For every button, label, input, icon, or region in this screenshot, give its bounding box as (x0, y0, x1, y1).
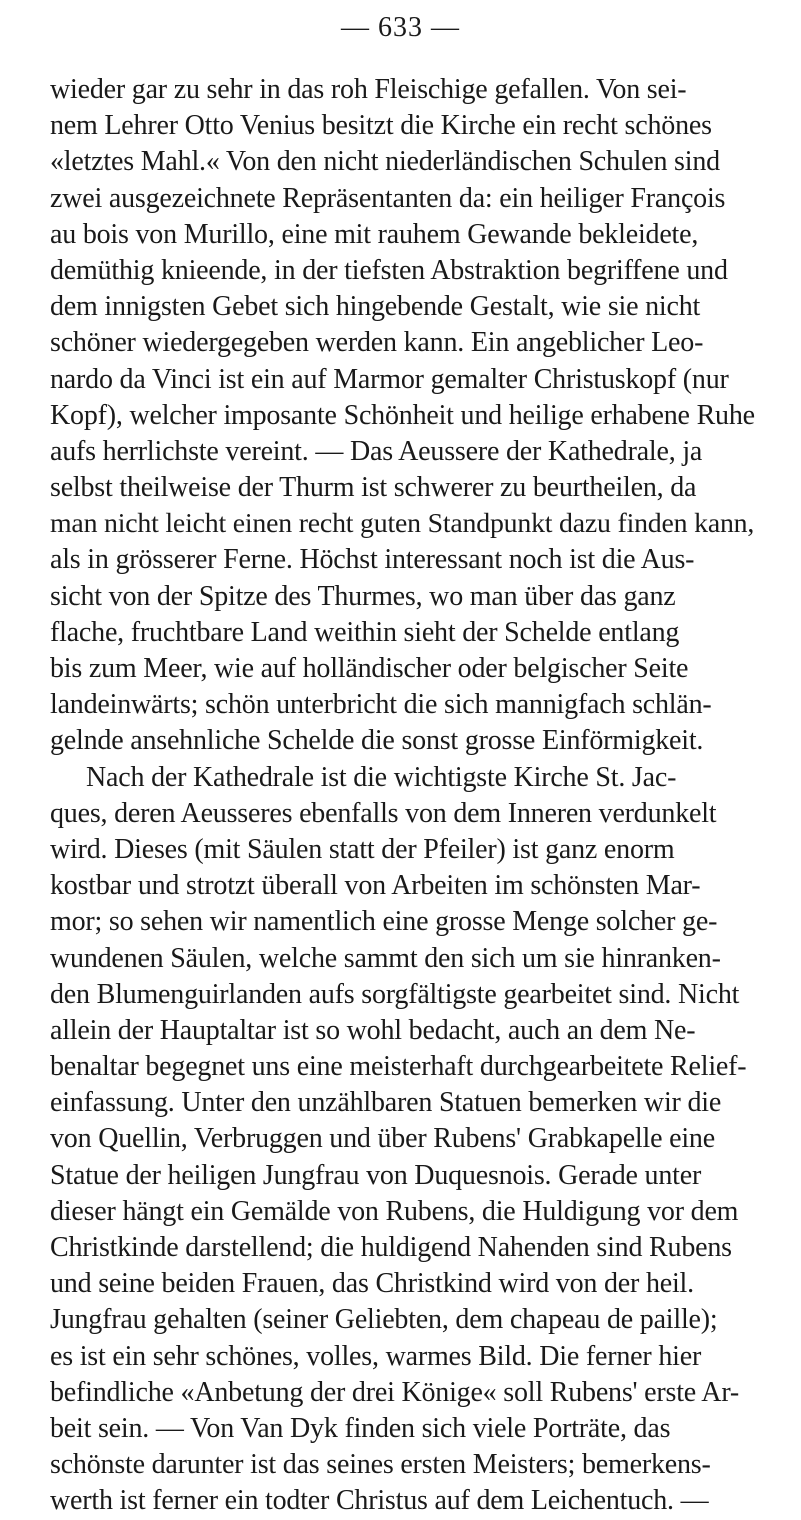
text-line: landeinwärts; schön unterbricht die sich mannigfach schlän- (50, 689, 712, 721)
text-line: beit sein. — Von Van Dyk finden sich viele Porträte, das (50, 1412, 671, 1444)
text-line: kostbar und strotzt überall von Arbeiten im schönsten Mar- (50, 870, 701, 902)
text-line: mor; so sehen wir namentlich eine grosse Menge solcher ge- (50, 906, 718, 938)
text-line: nem Lehrer Otto Venius besitzt die Kirche ein recht schönes (50, 110, 712, 142)
text-line: und seine beiden Frauen, das Christkind wird von der heil. (50, 1268, 694, 1300)
page-number: — 633 — (341, 12, 460, 43)
text-line: flache, fruchtbare Land weithin sieht der Schelde entlang (50, 616, 680, 648)
text-line: schönste darunter ist das seines ersten Meisters; bemerkens- (50, 1449, 711, 1481)
text-line: einfassung. Unter den unzählbaren Statuen bemerken wir die (50, 1087, 722, 1119)
text-line: befindliche «Anbetung der drei Könige« soll Rubens' erste Ar- (50, 1376, 740, 1408)
text-line: «letztes Mahl.« Von den nicht niederländischen Schulen sind (50, 146, 720, 178)
text-line: man nicht leicht einen recht guten Standpunkt dazu finden kann, (50, 508, 755, 540)
text-line: demüthig knieende, in der tiefsten Abstraktion begriffene und (50, 254, 728, 286)
text-line: allein der Hauptaltar ist so wohl bedacht, auch an dem Ne- (50, 1014, 696, 1046)
text-line: selbst theilweise der Thurm ist schwerer zu beurtheilen, da (50, 472, 697, 504)
text-line: bis zum Meer, wie auf holländischer oder belgischer Seite (50, 653, 689, 684)
text-line: nardo da Vinci ist ein auf Marmor gemalter Christuskopf (nur (50, 363, 729, 395)
text-line: als in grösserer Ferne. Höchst interessant noch ist die Aus- (50, 544, 695, 576)
text-line: Kopf), welcher imposante Schönheit und heilige erhabene Ruhe (50, 399, 755, 431)
text-line: dem innigsten Gebet sich hingebende Gestalt, wie sie nicht (50, 291, 701, 323)
text-line: schöner wiedergegeben werden kann. Ein angeblicher Leo- (50, 327, 704, 359)
text-line: von Quellin, Verbruggen und über Rubens' Grabkapelle eine (50, 1123, 715, 1155)
text-line: zwei ausgezeichnete Repräsentanten da: ein heiliger François (50, 182, 726, 214)
text-line: wieder gar zu sehr in das roh Fleischige gefallen. Von sei- (50, 74, 687, 105)
text-line: es ist ein sehr schönes, volles, warmes Bild. Die ferner hier (50, 1340, 702, 1372)
text-line: Nach der Kathedrale ist die wichtigste Kirche St. Jac- (86, 761, 677, 793)
text-line: wird. Dieses (mit Säulen statt der Pfeiler) ist ganz enorm (50, 833, 675, 865)
text-line: gelnde ansehnliche Schelde die sonst grosse Einförmigkeit. (50, 725, 704, 757)
text-line: werth ist ferner ein todter Christus auf dem Leichentuch. — (50, 1485, 709, 1517)
text-line: Christkinde darstellend; die huldigend Nahenden sind Rubens (50, 1232, 732, 1263)
text-line: wundenen Säulen, welche sammt den sich um sie hinranken- (50, 942, 721, 974)
text-line: ques, deren Aeusseres ebenfalls von dem Inneren verdunkelt (50, 797, 717, 829)
text-line: den Blumenguirlanden aufs sorgfältigste gearbeitet sind. Nicht (50, 978, 740, 1010)
text-line: Jungfrau gehalten (seiner Geliebten, dem chapeau de paille); (50, 1304, 718, 1336)
text-line: dieser hängt ein Gemälde von Rubens, die Huldigung vor dem (50, 1195, 739, 1227)
text-line: benaltar begegnet uns eine meisterhaft durchgearbeitete Relief- (50, 1051, 747, 1083)
text-line: au bois von Murillo, eine mit rauhem Gewande bekleidete, (50, 218, 699, 250)
text-line: aufs herrlichste vereint. — Das Aeussere der Kathedrale, ja (50, 435, 703, 467)
body-text (50, 72, 758, 1520)
text-line: sicht von der Spitze des Thurmes, wo man über das ganz (50, 580, 676, 612)
text-line: Statue der heiligen Jungfrau von Duquesnois. Gerade unter (50, 1159, 702, 1191)
